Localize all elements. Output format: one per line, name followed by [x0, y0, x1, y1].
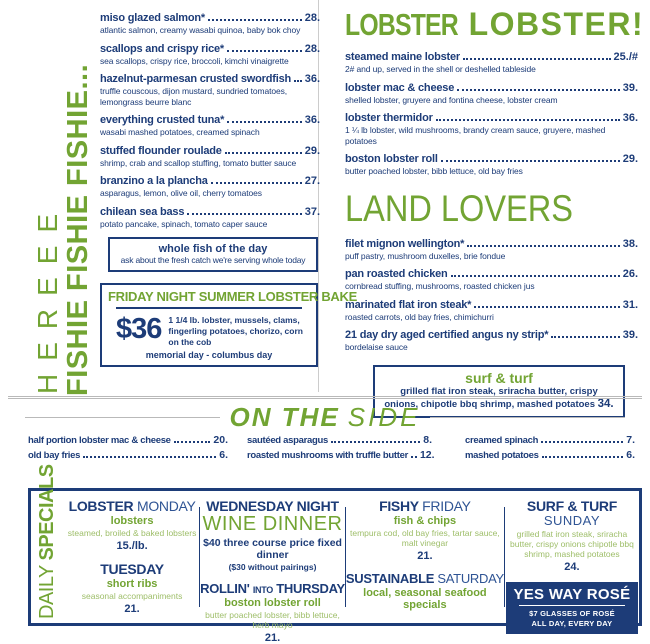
item-price: 12. — [419, 449, 435, 461]
item-row — [100, 73, 320, 85]
item-description: bordelaise sauce — [345, 342, 408, 352]
item-name: 21 day dry aged certified angus ny strip* — [345, 329, 549, 341]
wine-dinner-title: WINE DINNER — [202, 513, 343, 535]
dotted-leader — [211, 182, 302, 184]
title-light: SUNDAY — [543, 513, 601, 528]
item-price: 31. — [622, 298, 638, 311]
daily-text: DAILY — [36, 560, 58, 619]
lobster-bake-dates: memorial day - columbus day — [145, 350, 273, 360]
dotted-leader — [83, 456, 216, 458]
vertical-hereee-text: HEREEE — [32, 200, 63, 394]
item-price: 20. — [213, 434, 228, 446]
special-subtitle: short ribs — [106, 578, 158, 590]
special-subtitle: boston lobster roll — [224, 597, 321, 609]
dotted-leader — [227, 50, 302, 52]
on-the-side-light-text: SIDE — [347, 402, 421, 432]
item-name: roasted mushrooms with truffle butter — [247, 450, 408, 461]
tuesday-special — [65, 561, 199, 615]
surf-and-turf-description-text: grilled flat iron steak, sriracha butter, crispy onions, chipotle bbq shrimp, mashed potatoes — [384, 385, 598, 410]
lobster-land-section — [345, 6, 645, 418]
dotted-leader — [441, 160, 620, 162]
item-price: 7. — [626, 434, 635, 446]
item-row — [345, 238, 638, 250]
surf-and-turf-title: surf & turf — [465, 369, 533, 386]
fish-menu-section — [100, 12, 357, 367]
special-price: 24. — [564, 561, 580, 573]
dotted-leader — [436, 119, 620, 121]
dotted-leader — [467, 245, 619, 247]
item-price: 28. — [304, 42, 320, 55]
special-description: grilled flat iron steak, sriracha butter, crispy onions chipotle bbq shrimp, mashed potatoes — [510, 529, 634, 559]
menu-item — [100, 145, 320, 169]
heading-rule-right — [430, 417, 625, 418]
special-price: 21. — [264, 632, 281, 644]
title-light: SATURDAY — [437, 571, 504, 586]
item-description: 1 ¼ lb lobster, wild mushrooms, brandy cream sauce, gruyere, mashed potatoes — [345, 125, 606, 146]
item-row — [345, 299, 638, 311]
menu-item — [345, 268, 638, 292]
special-title — [200, 581, 345, 596]
menu-item — [100, 206, 320, 230]
item-description: shrimp, crab and scallop stuffing, tomato butter sauce — [100, 157, 297, 168]
specials-column-wednesday-thursday — [200, 491, 345, 644]
dotted-leader — [187, 213, 301, 215]
rose-detail-line: ALL DAY, EVERY DAY — [531, 618, 613, 628]
dotted-leader — [551, 336, 619, 338]
special-title — [346, 498, 504, 514]
menu-item — [100, 114, 320, 138]
thursday-special — [200, 581, 345, 644]
special-title: SURF & TURF — [526, 498, 617, 514]
menu-item — [345, 329, 638, 353]
item-name: old bay fries — [28, 450, 81, 461]
item-row — [345, 112, 638, 124]
item-name: everything crusted tuna* — [100, 114, 225, 126]
dotted-leader — [331, 441, 420, 443]
item-price: 37. — [304, 205, 320, 218]
item-name: pan roasted chicken — [345, 268, 448, 280]
side-item — [465, 449, 635, 461]
item-price: 8. — [423, 434, 432, 446]
whole-fish-title: whole fish of the day — [158, 243, 268, 255]
item-name: boston lobster roll — [345, 153, 438, 165]
sides-column-1 — [28, 434, 228, 464]
dotted-leader — [457, 89, 620, 91]
item-price: 6. — [219, 449, 228, 461]
item-price: 29. — [622, 153, 638, 165]
lobster-bake-title: FRIDAY NIGHT SUMMER LOBSTER BAKE — [108, 289, 357, 304]
sides-column-2 — [247, 434, 435, 464]
item-row — [345, 268, 638, 280]
rose-title: YES WAY ROSÉ — [513, 586, 631, 603]
specials-column-monday-tuesday — [65, 491, 199, 623]
special-detail-line: $40 three course price fixed dinner — [203, 537, 342, 561]
item-name: chilean sea bass — [100, 205, 185, 218]
item-description: shelled lobster, gruyere and fontina cheese, lobster cream — [345, 94, 558, 105]
menu-item — [345, 82, 638, 106]
special-title: TUESDAY — [100, 561, 164, 577]
item-description: puff pastry, mushroom duxelles, brie fondue — [345, 250, 506, 261]
item-description: butter poached lobster, bibb lettuce, old bay fries — [345, 166, 523, 176]
side-item — [247, 449, 435, 461]
menu-item — [345, 51, 638, 75]
title-part-small: INTO — [252, 585, 273, 595]
item-name: hazelnut-parmesan crusted swordfish — [100, 73, 292, 85]
special-description: butter poached lobster, bibb lettuce, herb mayo — [205, 610, 340, 630]
lobster-bake-price: $36 — [116, 313, 162, 345]
lobster-bake-description: 1 1/4 lb. lobster, mussels, clams, fingerling potatoes, chorizo, corn on the cob — [168, 315, 303, 347]
title-light: FRIDAY — [422, 498, 471, 514]
item-row — [100, 145, 320, 157]
item-name: scallops and crispy rice* — [100, 42, 225, 55]
specials-text: SPECIALS — [36, 464, 58, 561]
item-row — [100, 114, 320, 126]
item-name: mashed potatoes — [465, 450, 539, 461]
whole-fish-box — [108, 237, 318, 272]
menu-item — [345, 238, 638, 262]
menu-item — [100, 12, 320, 36]
on-the-side-bold-text: ON THE — [229, 402, 340, 432]
title-bold: LOBSTER — [68, 498, 134, 514]
item-description: potato pancake, spinach, tomato caper sauce — [100, 218, 268, 229]
item-price: 6. — [626, 449, 635, 461]
item-description: 2# and up, served in the shell or deshelled tableside — [345, 64, 536, 74]
item-description: truffle couscous, dijon mustard, sundried tomatoes, lemongrass beurre blanc — [100, 86, 288, 107]
on-the-side-heading — [25, 402, 625, 433]
side-item — [28, 449, 228, 461]
title-bold: FISHY — [379, 498, 419, 514]
item-name: creamed spinach — [465, 435, 539, 446]
vertical-fishie-text: FISHIE FISHIE FISHIE... — [62, 63, 94, 396]
title-part: THURSDAY — [276, 581, 345, 596]
item-description: atlantic salmon, creamy wasabi quinoa, baby bok choy — [100, 25, 301, 35]
item-description: sea scallops, crispy rice, broccoli, kimchi vinaigrette — [100, 55, 289, 66]
sunday-special — [505, 498, 639, 573]
special-subtitle: local, seasonal seafood specials — [363, 587, 487, 611]
friday-special — [346, 498, 504, 562]
daily-specials-box — [28, 464, 642, 644]
lobster-heading-word2: LOBSTER! — [468, 6, 645, 42]
dotted-leader — [294, 80, 302, 82]
item-row — [345, 153, 638, 165]
item-description: roasted carrots, old bay fries, chimichurri — [345, 311, 494, 322]
special-description: seasonal accompaniments — [81, 591, 183, 601]
dotted-leader — [451, 275, 620, 277]
item-price: 39. — [622, 81, 638, 94]
menu-item — [100, 43, 320, 67]
special-price: 15./lb. — [116, 540, 148, 552]
lobster-bake-row — [108, 313, 310, 348]
special-title — [65, 498, 199, 514]
item-row — [345, 51, 638, 63]
surf-and-turf-price: 34. — [597, 397, 614, 410]
lobster-bake-box — [100, 283, 357, 367]
item-name: sautéed asparagus — [247, 435, 328, 446]
dotted-leader — [174, 441, 211, 443]
item-description: cornbread stuffing, mushrooms, roasted chicken jus — [345, 281, 535, 291]
item-price: 25./# — [613, 51, 638, 63]
item-name: miso glazed salmon* — [100, 12, 206, 24]
item-row — [100, 12, 320, 24]
daily-specials-vertical-label — [31, 464, 65, 623]
menu-item — [345, 299, 638, 323]
dotted-leader — [225, 152, 302, 154]
dotted-leader — [463, 58, 611, 60]
title-light: MONDAY — [136, 498, 196, 514]
item-price: 36. — [304, 73, 320, 85]
monday-special — [65, 498, 199, 552]
heading-rule-left — [25, 417, 220, 418]
item-price: 36. — [304, 114, 320, 126]
special-subtitle: fish & chips — [393, 515, 457, 527]
lobster-heading — [345, 6, 645, 43]
dotted-leader — [227, 121, 302, 123]
item-row — [100, 43, 320, 55]
divider-rule — [116, 307, 302, 309]
wednesday-special — [200, 498, 345, 572]
item-name: steamed maine lobster — [345, 51, 461, 63]
item-price: 26. — [622, 268, 638, 280]
land-lovers-heading: LAND LOVERS — [345, 187, 574, 229]
item-row — [345, 82, 638, 94]
special-price: 21. — [124, 603, 140, 615]
item-price: 28. — [304, 12, 320, 24]
menu-item — [345, 153, 638, 177]
sides-column-3 — [465, 434, 635, 464]
side-item — [465, 434, 635, 446]
menu-item — [100, 73, 320, 107]
item-row — [100, 206, 320, 218]
dotted-leader — [542, 456, 624, 458]
daily-specials-vertical-text — [36, 464, 59, 619]
lobster-heading-word1: LOBSTER — [345, 7, 458, 42]
double-separator-line — [8, 396, 642, 399]
side-item — [28, 434, 228, 446]
item-name: filet mignon wellington* — [345, 237, 465, 250]
item-name: lobster mac & cheese — [345, 81, 455, 94]
item-price: 29. — [304, 144, 320, 157]
item-name: half portion lobster mac & cheese — [28, 435, 171, 446]
whole-fish-subtitle: ask about the fresh catch we're serving whole today — [120, 255, 306, 265]
specials-column-friday-saturday — [346, 491, 504, 623]
menu-item — [100, 175, 320, 199]
side-item — [247, 434, 432, 446]
item-price: 36. — [622, 112, 638, 124]
item-price: 38. — [622, 237, 638, 250]
item-row — [345, 329, 638, 341]
title-bold: SUSTAINABLE — [345, 571, 435, 586]
special-subtitle: lobsters — [110, 515, 154, 527]
item-name: marinated flat iron steak* — [345, 298, 472, 311]
item-description: asparagus, lemon, olive oil, cherry tomatoes — [100, 188, 262, 198]
dotted-leader — [208, 19, 302, 21]
yes-way-rose-box — [506, 582, 638, 634]
rose-underline — [519, 605, 626, 606]
special-title — [346, 571, 504, 586]
rose-detail-line: $7 GLASSES OF ROSÉ — [529, 609, 615, 618]
item-price: 27. — [304, 175, 320, 187]
saturday-special — [346, 571, 504, 611]
item-price: 39. — [622, 329, 638, 341]
special-title: WEDNESDAY NIGHT — [206, 498, 339, 514]
dotted-leader — [541, 441, 623, 443]
menu-item — [345, 112, 638, 146]
special-detail-line: ($30 without pairings) — [228, 562, 317, 572]
special-description: steamed, broiled & baked lobsters — [67, 528, 197, 538]
item-name: lobster thermidor — [345, 112, 433, 124]
dotted-leader — [474, 306, 619, 308]
special-price: 21. — [417, 550, 433, 562]
item-description: wasabi mashed potatoes, creamed spinach — [100, 127, 260, 137]
item-name: branzino a la plancha — [100, 175, 208, 187]
special-description: tempura cod, old bay fries, tartar sauce, malt vinegar — [350, 528, 500, 548]
title-part: ROLLIN' — [200, 581, 250, 596]
dotted-leader — [411, 456, 417, 458]
item-name: stuffed flounder roulade — [100, 144, 222, 157]
item-row — [100, 175, 320, 187]
specials-column-sunday — [505, 491, 639, 628]
